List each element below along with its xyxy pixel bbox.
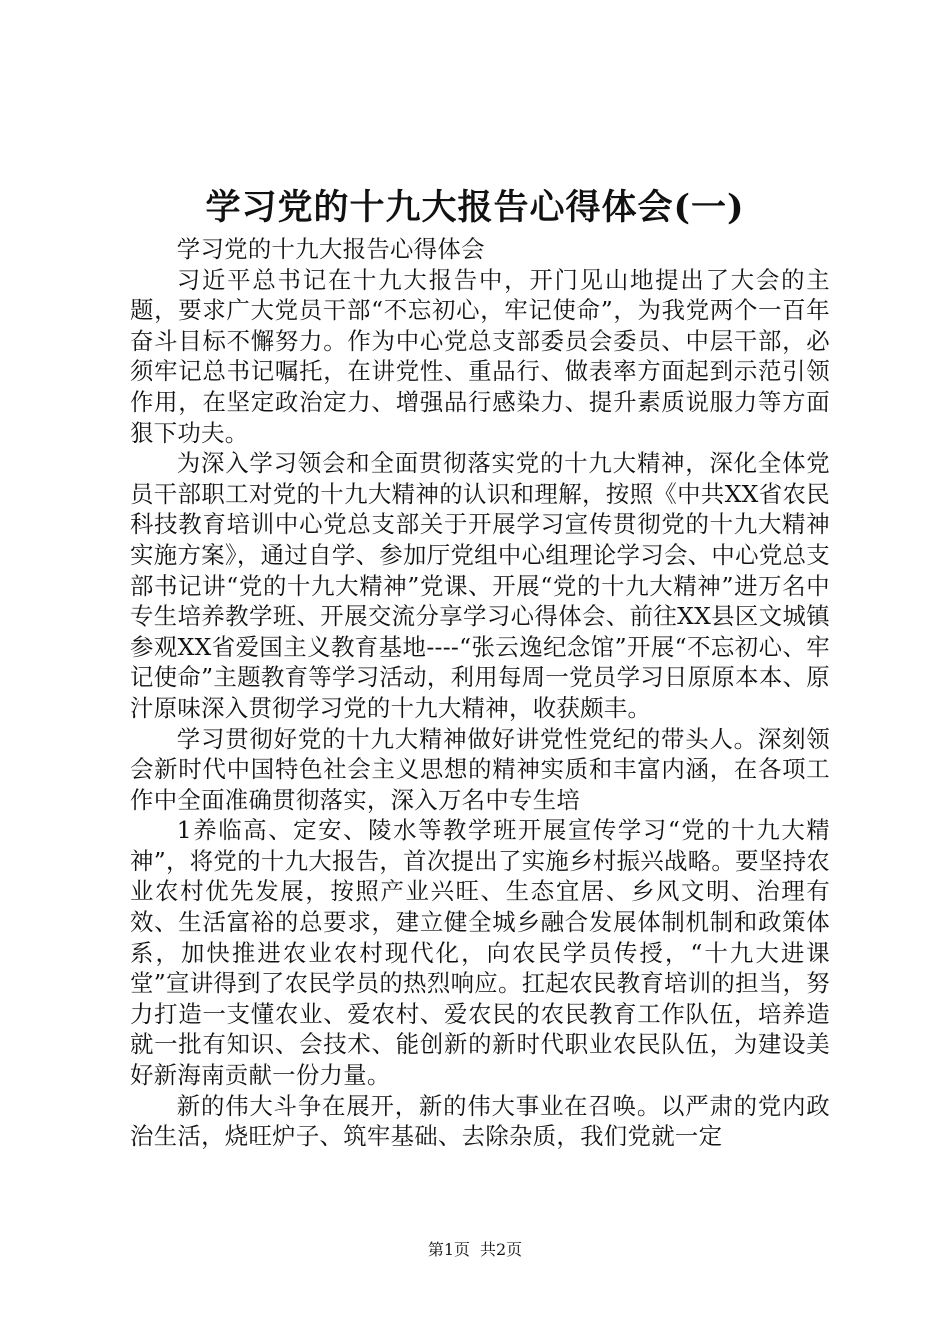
document-body <box>130 234 830 1152</box>
paragraph: 习近平总书记在十九大报告中，开门见山地提出了大会的主题，要求广大党员干部“不忘初心，牢记使命”，为我党两个一百年奋斗目标不懈努力。作为中心党总支部委员会委员、中层干部，必须牢记总书记嘱托，在讲党性、重品行、做表率方面起到示范引领作用，在坚定政治定力、增强品行感染力、提升素质说服力等方面狠下功夫。 <box>130 265 830 447</box>
paragraph: 新的伟大斗争在展开，新的伟大事业在召唤。以严肃的党内政治生活，烧旺炉子、筑牢基础、去除杂质，我们党就一定 <box>130 1091 830 1151</box>
paragraph: 1养临高、定安、陵水等教学班开展宣传学习“党的十九大精神”，将党的十九大报告，首次提出了实施乡村振兴战略。要坚持农业农村优先发展，按照产业兴旺、生态宜居、乡风文明、治理有效、生活富裕的总要求，建立健全城乡融合发展体制机制和政策体系，加快推进农业农村现代化，向农民学员传授，“十九大进课堂”宣讲得到了农民学员的热烈响应。扛起农民教育培训的担当，努力打造一支懂农业、爱农村、爱农民的农民教育工作队伍，培养造就一批有知识、会技术、能创新的新时代职业农民队伍，为建设美好新海南贡献一份力量。 <box>130 816 830 1090</box>
paragraph-subtitle: 学习党的十九大报告心得体会 <box>176 235 485 263</box>
page-number: 第1页 <box>427 1240 470 1259</box>
paragraph: 为深入学习领会和全面贯彻落实党的十九大精神，深化全体党员干部职工对党的十九大精神的认识和理解，按照《中共XX省农民科技教育培训中心党总支部关于开展学习宣传贯彻党的十九大精神实施方案》，通过自学、参加厅党组中心组理论学习会、中心党总支部书记讲“党的十九大精神”党课、开展“党的十九大精神”进万名中专生培养教学班、开展交流分享学习心得体会、前往XX县区文城镇参观XX省爱国主义教育基地----“张云逸纪念馆”开展“不忘初心、牢记使命”主题教育等学习活动，利用每周一党员学习日原原本本、原汁原味深入贯彻学习党的十九大精神，收获颇丰。 <box>130 449 830 722</box>
paragraph: 学习贯彻好党的十九大精神做好讲党性党纪的带头人。深刻领会新时代中国特色社会主义思想的精神实质和丰富内涵，在各项工作中全面准确贯彻落实，深入万名中专生培 <box>130 724 830 814</box>
page-footer <box>0 1240 950 1260</box>
document-title: 学习党的十九大报告心得体会(一) <box>205 187 745 228</box>
page-total: 共2页 <box>480 1240 523 1259</box>
